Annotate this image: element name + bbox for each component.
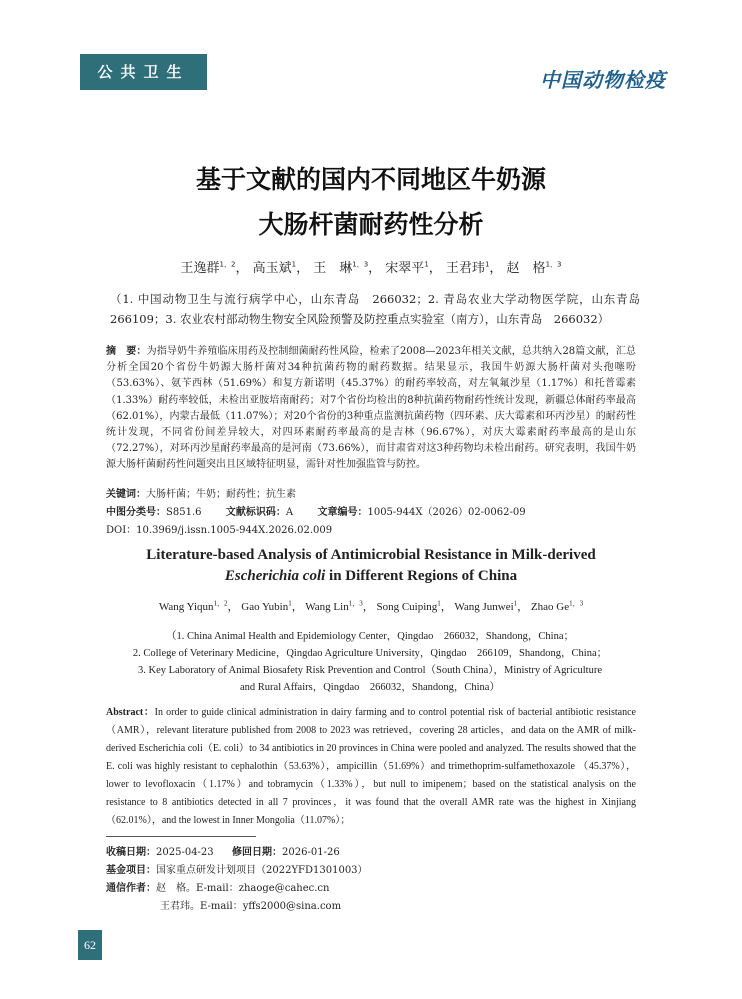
- clc-value: S851.6: [166, 507, 202, 518]
- classification-line: [106, 503, 526, 518]
- abstract-en-label: Abstract：: [106, 707, 155, 718]
- corresponding-author-2: 王君玮。E-mail：yffs2000@sina.com: [160, 901, 342, 912]
- doi: DOI：10.3969/j.issn.1005-944X.2026.02.009: [106, 525, 333, 536]
- author-cn: 高玉斌$^1$: [252, 260, 297, 276]
- article-value: 1005-944X（2026）02-0062-09: [367, 507, 526, 518]
- doc-value: A: [285, 507, 294, 518]
- affiliation-en-line: 2. College of Veterinary Medicine，Qingdao Agriculture University，Qingdao 266109，Shandong，China；: [132, 648, 608, 659]
- author-cn: 王君玮$^1$: [445, 260, 490, 276]
- doc-label: 文献标识码：: [225, 507, 286, 518]
- title-cn-line2: 大肠杆菌耐药性分析: [258, 210, 484, 239]
- author-cn: 王逸群$^{1,2}$: [180, 260, 236, 276]
- abstract-cn-label: 摘 要：: [106, 346, 147, 357]
- author-cn: 赵 格$^{1,3}$: [506, 260, 562, 276]
- author-en: Wang Lin$^{1,3}$: [305, 599, 363, 613]
- corresponding-author: 通信作者：赵 格。E-mail：zhaoge@cahec.cn: [106, 883, 330, 894]
- authors-en: Wang Yiqun$^{1,2}$， Gao Yubin$^1$， Wang Lin$^{1,3}$， Song Cuiping$^1$， Wang Junwei$^1$， Zhao $Ge^{1,3}$: [158, 599, 584, 613]
- abstract-en-text: In order to guide clinical administration in dairy farming and to control potential risk of bacterial antibiotic resistance（AMR），relevant literature published from 2008 to 2023 was retrieved，covering 28 articles，and data on the AMR of milk-derived Escherichia coli（E. coli）to 34 antibiotics in 20 provinces in China were pooled and analyzed. The results showed that the E. coli was highly resistant to cephalothin（53.63%），ampicillin（51.69%）and trimethoprim-sulfamethoxazole （45.37%），lower to levofloxacin（1.17%）and tobramycin（1.33%），but null to imipenem；based on the statistical analysis on the resistance to 8 antibiotics detected in all 7 provinces，it was found that the overall AMR rate was the highest in Xinjiang（62.01%），and the lowest in Inner Mongolia（11.07%）；: [106, 707, 636, 826]
- title-en: [0, 545, 742, 587]
- journal-logo: 中国动物检疫: [540, 68, 666, 92]
- keywords-label: 关键词：: [106, 489, 146, 500]
- abstract-cn-text: 为指导奶牛养殖临床用药及控制细菌耐药性风险，检索了2008—2023年相关文献，总共纳入28篇文献，汇总分析全国20个省份牛奶源大肠杆菌对34种抗菌药物的耐药数据。结果显示，我国牛奶源大肠杆菌对头孢噻吩（53.63%）、氨苄西林（51.69%）和复方新诺明（45.37%）的耐药率较高，对左氧氟沙星（1.17%）和托普霉素（1.33%）耐药率较低，未检出亚胺培南耐药；对7个省份均检出的8种抗菌药物耐药性统计发现，新疆总体耐药率最高（62.01%），内蒙古最低（11.07%）；对20个省份的3种重点监测抗菌药物（四环素、庆大霉素和环丙沙星）的耐药性统计发现，不同省份间差异较大，对四环素耐药率最高的是吉林（96.67%），对庆大霉素耐药率最高的是山东（72.27%），对环丙沙星耐药率最高的是河南（73.66%），而甘肃省对这3种药物均未检出耐药。研究表明，我国牛奶源大肠杆菌耐药性问题突出且区域特征明显，需针对性加强监管与防控。: [106, 346, 637, 471]
- author-cn: 王 琳$^{1,3}$: [313, 260, 369, 276]
- affiliation-en-line: 3. Key Laboratory of Animal Biosafety Risk Prevention and Control（South China），Ministry of Agriculture: [138, 665, 602, 676]
- received-dates: 收稿日期：2025-04-23 修回日期：2026-01-26: [106, 847, 340, 858]
- footnote-divider: [106, 836, 256, 837]
- author-cn: 宋翠平$^1$: [385, 260, 429, 276]
- section-label: 公共卫生: [80, 54, 207, 90]
- affiliations-cn: （1. 中国动物卫生与流行病学中心，山东青岛 266032；2. 青岛农业大学动物医学院，山东青岛 266109；3. 农业农村部动物生物安全风险预警及防控重点实验室（南方），山东青岛 266032）: [110, 292, 652, 326]
- author-en: Zhao $Ge^{1,3}$: [530, 599, 584, 613]
- keywords: [106, 485, 296, 500]
- affiliation-en-line: and Rural Affairs，Qingdao 266032，Shandong，China）: [240, 682, 500, 693]
- title-en-line2: Escherichia coli in Different Regions of China: [224, 568, 518, 584]
- clc-label: 中图分类号：: [106, 507, 166, 518]
- article-label: 文章编号：: [317, 507, 368, 518]
- authors-cn: 王逸群$^{1,2}$， 高玉斌$^1$， 王 琳$^{1,3}$， 宋翠平$^1$， 王君玮$^1$， 赵 格$^{1,3}$: [180, 260, 562, 276]
- author-en: Song Cuiping$^1$: [376, 599, 441, 613]
- title-en-line1: Literature-based Analysis of Antimicrobial Resistance in Milk-derived: [146, 547, 596, 563]
- abstract-en: [106, 704, 636, 830]
- page-number: 62: [78, 930, 102, 960]
- author-en: Wang Yiqun$^{1,2}$: [158, 599, 228, 613]
- author-en: Gao Yubin$^1$: [241, 599, 292, 613]
- fund-info: 基金项目：国家重点研发计划项目（2022YFD1301003）: [106, 865, 368, 876]
- keywords-text: 大肠杆菌；牛奶；耐药性；抗生素: [146, 489, 296, 500]
- affiliation-en-line: （1. China Animal Health and Epidemiology Center，Qingdao 266032，Shandong，China；: [166, 631, 574, 642]
- affiliations-en: [100, 628, 640, 696]
- author-en: Wang Junwei$^1$: [454, 599, 518, 613]
- abstract-cn: [106, 344, 636, 474]
- title-cn-line1: 基于文献的国内不同地区牛奶源: [195, 165, 546, 194]
